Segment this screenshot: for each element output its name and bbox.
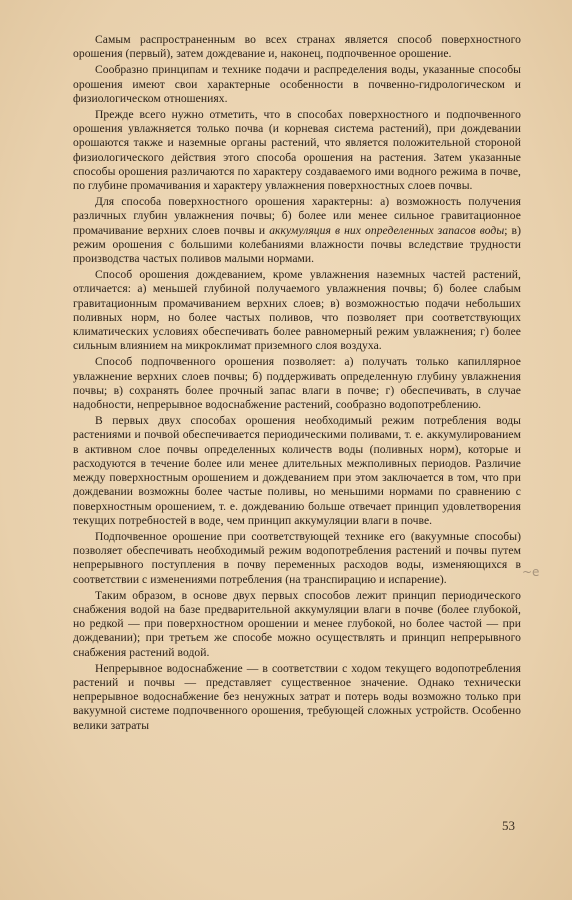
paragraph (73, 414, 521, 528)
page-number: 53 (502, 818, 515, 833)
body-text (73, 33, 521, 733)
paragraph (73, 33, 521, 61)
text-run: Сообразно принципам и технике подачи и распределения воды, указанные способы орошения имеют свои характерные особенности в почвенно-гидрологическом и физиологическом отношениях. (73, 63, 521, 105)
paragraph (73, 662, 521, 733)
paragraph (73, 108, 521, 193)
text-run: Способ орошения дождеванием, кроме увлажнения наземных частей растений, отличается: а) меньшей глубиной получаемого увлажнения почвы; б) более слабым гравитационным промачиванием верхних слоев; в) возможностью подачи небольших поливных норм, но более частых поливов, что позволяет при соответствующих климатических условиях обеспечивать более равномерный режим увлажнения; г) более сильным влиянием на микроклимат приземного слоя воздуха. (73, 268, 521, 353)
paragraph (73, 355, 521, 412)
paragraph (73, 195, 521, 266)
text-run: ; в) режим орошения с большими колебаниями влажности почвы вследствие трудности производства частых поливов малыми нормами. (73, 223, 521, 266)
text-run: Подпочвенное орошение при соответствующей технике его (вакуумные способы) позволяет обеспечивать необходимый режим водопотребления растений и почвы путем непрерывного поступления в почву переменных расходов воды, изменяющихся в соответствии с изменениями потребления (на транспирацию и испарение). (73, 529, 521, 586)
text-run: Прежде всего нужно отметить, что в способах поверхностного и подпочвенного орошения увлажняется только почва (и корневая система растений), при дождевании орошаются также и наземные органы растений, что является положительной стороной физиологического действия этого способа орошения на растения. Затем указанные способы орошения различаются по характеру создаваемого ими водного режима в почве, по глубине промачивания и характеру увлажнения поверхностных слоев почвы. (73, 108, 521, 193)
text-run: Непрерывное водоснабжение — в соответствии с ходом текущего водопотребления растений и почвы — представляет существенное значение. Однако технически непрерывное водоснабжение без ненужных затрат и потерь воды возможно только при вакуумной системе подпочвенного орошения, требующей сложных устройств. Особенно велики затраты (73, 661, 521, 732)
paragraph (73, 63, 521, 106)
pencil-margin-mark: ~e (522, 565, 540, 579)
italic-text-run: аккумуляция в них определенных запасов воды (269, 223, 505, 237)
text-run: Таким образом, в основе двух первых способов лежит принцип периодического снабжения водой на базе предварительной аккумуляции влаги в почве (более глубокой, но редкой — при поверхностном орошении и менее глубокой, но более частой — при дождевании); при третьем же способе можно осуществлять и принцип непрерывного снабжения растений водой. (73, 588, 521, 659)
paragraph (73, 530, 521, 587)
paragraph (73, 589, 521, 660)
text-run: В первых двух способах орошения необходимый режим потребления воды растениями и почвой обеспечивается периодическими поливами, т. е. аккумулированием в активном слое почвы определенных количеств воды (поливных норм), которые и расходуются в течение более или менее длительных межполивных периодов. Различие между поверхностным орошением и дождеванием при этом заключается в том, что при дождевании возможны более частые поливы, но меньшими нормами по сравнению с поверхностным орошением, т. е. дождеванию больше отвечает принцип удовлетворения текущих потребностей в воде, чем принцип аккумуляции влаги в почве. (73, 414, 521, 527)
text-run: Самым распространенным во всех странах является способ поверхностного орошения (первый), затем дождевание и, наконец, подпочвенное орошение. (73, 33, 521, 61)
text-run: Для способа поверхностного орошения характерны: а) возможность получения различных глубин увлажнения почвы; б) более или менее сильное гравитационное промачивание верхних слоев почвы и (73, 195, 521, 237)
paragraph (73, 268, 521, 353)
text-run: Способ подпочвенного орошения позволяет: а) получать только капиллярное увлажнение верхних слоев почвы; б) поддерживать определенную глубину увлажнения почвы; в) сохранять более прочный запас влаги в почве; г) обеспечивать, в случае надобности, непрерывное водоснабжение растений, сообразно водопотреблению. (73, 355, 521, 412)
